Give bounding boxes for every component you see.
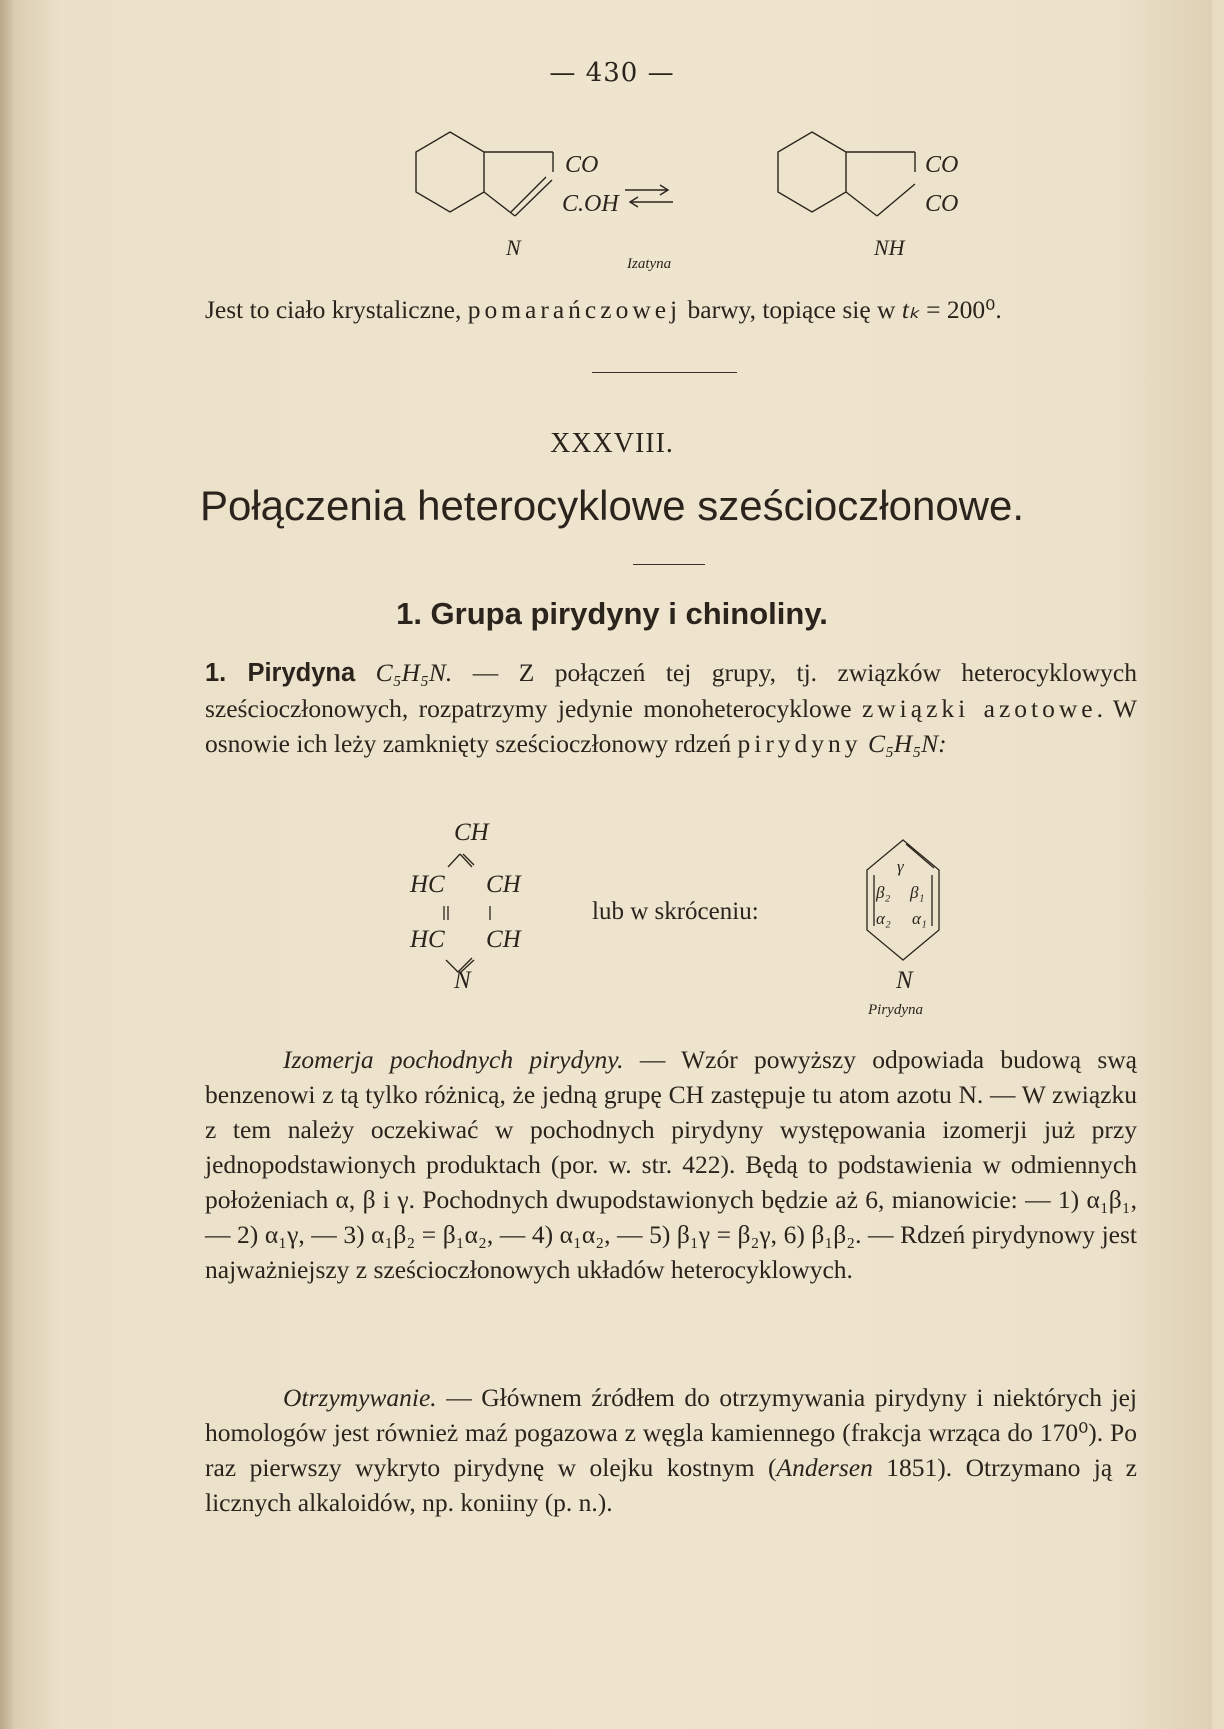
subsection-title: 1. Grupa pirydyny i chinoliny. — [396, 596, 828, 631]
pyridine-left-upper: HC — [410, 871, 445, 898]
equilibrium-arrows — [625, 185, 673, 207]
pyridine-right-lower: CH — [486, 926, 521, 953]
ring-beta1: β₁ — [910, 883, 925, 902]
isomerism-text: — Wzór powyższy odpowiada budową swą benzenowi z tą tylko różnicą, że jedną grupę CH zastępuje tu atom azotu N. — W związku z tem należy oczekiwać w pochodnych pirydyny występowania izomerji już przy jednopodstawionych produktach (por. w. str. 422). Będą to podstawienia w odmiennych położeniach α, β i γ. Pochodnych dwupodstawionych będzie aż 6, mianowicie: — 1) α₁β₁, — 2) α₁γ, — 3) α₁β₂ = β₁α₂, — 4) α₁α₂, — 5) β₁γ = β₂γ, 6) β₁β₂. — Rdzeń pirydynowy jest najważniejszy z sześcioczłonowych układów heterocyklowych. — [205, 1045, 1138, 1284]
preparation-title: Otrzymywanie. — [283, 1383, 437, 1412]
pyridine-nitrogen: N — [454, 967, 471, 994]
intro-text-1: Jest to ciało krystaliczne, — [205, 295, 468, 324]
pyridine-left-lower: HC — [410, 926, 445, 953]
pyridine-spaced-1: związki azotowe — [861, 694, 1097, 723]
right-group-top: CO — [925, 152, 959, 178]
isomerism-title: Izomerja pochodnych pirydyny. — [283, 1045, 624, 1074]
melting-point-symbol: tₖ — [901, 295, 920, 324]
pyridine-text-2: . W osnowie ich leży zamknięty sześcioczłonowy rdzeń — [205, 694, 1138, 758]
left-group-bottom: C.OH — [562, 191, 619, 217]
pyridine-formula-2: C₅H₅N: — [867, 729, 947, 758]
left-isatin-structure — [416, 132, 553, 216]
book-spine — [0, 0, 14, 1729]
right-hetero-atom: NH — [874, 235, 905, 260]
preparation-text-1: — Głównem źródłem do otrzymywania pirydyny i niektórych jej homologów jest również maź pogazowa z węgla kamiennego (frakcja wrząca do 170⁰). Po raz pierwszy wykryto pirydynę w olejku kostnym ( — [205, 1383, 1137, 1482]
pyridine-structure — [400, 812, 960, 1022]
pyridine-label: 1. Pirydyna — [205, 659, 356, 687]
pyridine-spaced-2: pirydyny — [737, 729, 862, 758]
preparation-text-2: 1851). Otrzymano ją z licznych alkaloidów, np. koniiny (p. n.). — [205, 1453, 1137, 1517]
author-name: Andersen — [776, 1453, 873, 1482]
page-number: — 430 — — [549, 58, 675, 88]
shorthand-connector: lub w skróceniu: — [592, 898, 759, 925]
right-group-bottom: CO — [925, 191, 959, 217]
pyridine-bonds — [444, 854, 490, 972]
preparation-paragraph — [205, 1380, 1137, 1520]
left-hetero-atom: N — [506, 235, 521, 260]
pyridine-text-1: — Z połączeń tej grupy, tj. związków heterocyklowych sześcioczłonowych, rozpatrzymy jedynie monoheterocyklowe — [205, 658, 1137, 723]
left-group-top: CO — [565, 152, 599, 178]
pyridine-top-ch: CH — [454, 819, 489, 846]
isomerism-paragraph — [205, 1042, 1137, 1287]
ring-beta2: β₂ — [876, 883, 891, 902]
ring-nitrogen: N — [896, 967, 913, 994]
arrow-caption: Izatyna — [627, 256, 672, 272]
section-number: XXXVIII. — [550, 428, 674, 459]
ring-alpha1: α₁ — [912, 909, 927, 928]
divider-rule-2 — [633, 564, 705, 565]
isatin-scheme — [400, 120, 1000, 280]
pyridine-right-upper: CH — [486, 871, 521, 898]
ring-alpha2: α₂ — [876, 909, 891, 928]
melting-point-value: = 200⁰. — [919, 295, 1002, 324]
right-isatin-structure — [778, 132, 915, 216]
ring-gamma: γ — [897, 857, 904, 876]
intro-text-2: barwy, topiące się w — [681, 295, 902, 324]
pyridine-paragraph — [205, 655, 1137, 761]
ring-caption: Pirydyna — [868, 1002, 923, 1018]
divider-rule-1 — [592, 372, 737, 373]
section-title: Połączenia heterocyklowe sześcioczłonowe. — [199, 482, 1025, 529]
pyridine-formula: C₅H₅N. — [375, 658, 453, 687]
intro-spaced-word: pomarańczowej — [467, 295, 682, 324]
intro-paragraph — [205, 292, 1137, 327]
